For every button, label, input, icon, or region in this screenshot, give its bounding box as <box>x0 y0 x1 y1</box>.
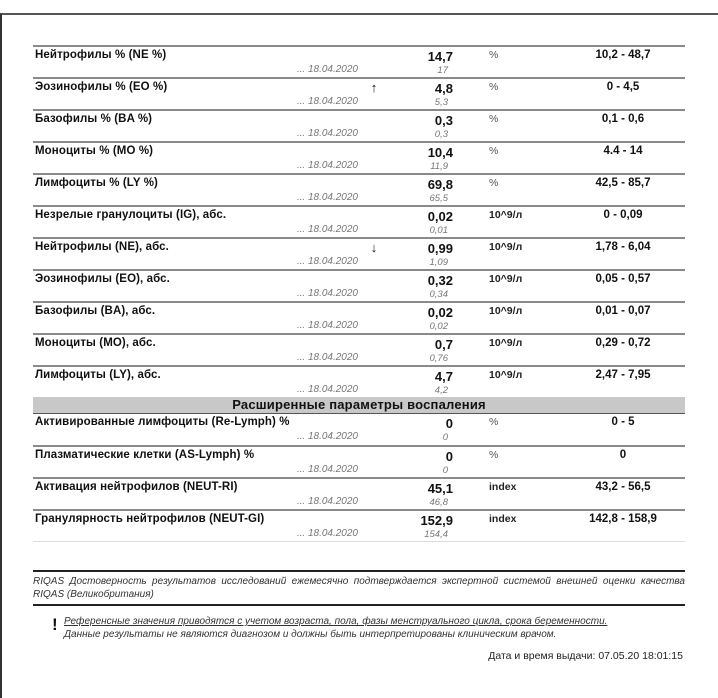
previous-value: 0,01 <box>429 225 448 236</box>
result-value: 0 <box>445 449 453 464</box>
result-value: 0,02 <box>427 305 453 320</box>
test-name: Активация нейтрофилов (NEUT-RI) <box>35 481 238 493</box>
test-name: Плазматические клетки (AS-Lymph) % <box>35 449 255 461</box>
previous-date: ... 18.04.2020 <box>296 96 358 107</box>
test-name: Гранулярность нейтрофилов (NEUT-GI) <box>35 513 265 525</box>
test-name: Моноциты % (MO %) <box>35 145 154 157</box>
table-end-line <box>33 541 685 542</box>
footer-separator-top <box>33 570 685 572</box>
test-name: Лимфоциты % (LY %) <box>35 177 158 189</box>
result-value: 10,4 <box>427 145 453 160</box>
reference-range: 0 - 5 <box>611 416 635 428</box>
test-name: Базофилы % (BA %) <box>35 113 153 125</box>
reference-range: 2,47 - 7,95 <box>595 369 651 381</box>
previous-value: 11,9 <box>430 161 448 172</box>
reference-range: 0,05 - 0,57 <box>595 273 651 285</box>
footer-separator-bottom <box>33 604 685 606</box>
table-row <box>33 205 685 237</box>
previous-value: 0,3 <box>434 129 448 140</box>
unit: 10^9/л <box>489 337 523 349</box>
unit: % <box>489 49 499 61</box>
result-value: 0 <box>445 416 453 431</box>
previous-date: ... 18.04.2020 <box>296 288 358 299</box>
table-row <box>33 269 685 301</box>
previous-date: ... 18.04.2020 <box>296 320 358 331</box>
table-row <box>33 77 685 109</box>
test-name: Активированные лимфоциты (Re-Lymph) % <box>35 416 290 428</box>
table-row <box>33 109 685 141</box>
exclamation-icon: ! <box>52 615 58 634</box>
table-row <box>33 173 685 205</box>
previous-date: ... 18.04.2020 <box>296 160 358 171</box>
unit: % <box>489 177 499 189</box>
previous-value: 0,34 <box>429 289 448 300</box>
reference-range: 0,01 - 0,07 <box>595 305 651 317</box>
unit: 10^9/л <box>489 209 523 221</box>
unit: % <box>489 145 499 157</box>
reference-range: 42,5 - 85,7 <box>595 177 651 189</box>
reference-range: 43,2 - 56,5 <box>595 481 651 493</box>
result-value: 14,7 <box>427 49 453 64</box>
previous-value: 1,09 <box>429 257 448 268</box>
test-name: Моноциты (MO), абс. <box>35 337 156 349</box>
result-value: 0,02 <box>427 209 453 224</box>
notice <box>52 615 607 641</box>
reference-range: 0,1 - 0,6 <box>601 113 645 125</box>
reference-range: 10,2 - 48,7 <box>595 49 651 61</box>
test-name: Эозинофилы (EO), абс. <box>35 273 170 285</box>
table-row <box>33 365 685 397</box>
test-name: Эозинофилы % (EO %) <box>35 81 168 93</box>
reference-range: 0 - 0,09 <box>603 209 643 221</box>
previous-value: 46,8 <box>429 497 448 508</box>
unit: 10^9/л <box>489 273 523 285</box>
previous-date: ... 18.04.2020 <box>296 384 358 395</box>
result-value: 152,9 <box>420 513 453 528</box>
test-name: Нейтрофилы % (NE %) <box>35 49 167 61</box>
table-row <box>33 477 685 509</box>
previous-date: ... 18.04.2020 <box>296 128 358 139</box>
previous-date: ... 18.04.2020 <box>296 431 358 442</box>
test-name: Лимфоциты (LY), абс. <box>35 369 161 381</box>
previous-value: 0 <box>442 432 448 443</box>
result-value: 0,32 <box>427 273 453 288</box>
result-value: 0,99 <box>427 241 453 256</box>
result-value: 69,8 <box>427 177 453 192</box>
unit: 10^9/л <box>489 241 523 253</box>
result-value: 4,8 <box>434 81 453 96</box>
reference-range: 142,8 - 158,9 <box>589 513 657 525</box>
previous-value: 0,02 <box>429 321 448 332</box>
test-name: Нейтрофилы (NE), абс. <box>35 241 169 253</box>
result-value: 45,1 <box>427 481 453 496</box>
test-name: Базофилы (BA), абс. <box>35 305 156 317</box>
riqas-note: RIQAS Достоверность результатов исследований ежемесячно подтверждается экспертной системой внешней оценки качества RIQAS (Великобритания) <box>33 576 685 600</box>
table-row <box>33 237 685 269</box>
arrow-down-icon: ↓ <box>370 240 378 255</box>
unit: 10^9/л <box>489 305 523 317</box>
previous-value: 17 <box>437 65 448 76</box>
previous-date: ... 18.04.2020 <box>296 256 358 267</box>
unit: % <box>489 416 499 428</box>
issue-datetime: Дата и время выдачи: 07.05.20 18:01:15 <box>488 650 683 662</box>
previous-value: 5,3 <box>434 97 448 108</box>
previous-value: 0 <box>442 465 448 476</box>
table-row <box>33 413 685 445</box>
test-name: Незрелые гранулоциты (IG), абс. <box>35 209 227 221</box>
previous-value: 154,4 <box>424 529 448 540</box>
table-row <box>33 333 685 365</box>
results-rows <box>33 45 685 397</box>
table-row <box>33 445 685 477</box>
previous-date: ... 18.04.2020 <box>296 464 358 475</box>
results-table <box>33 45 685 542</box>
previous-value: 4,2 <box>434 385 448 396</box>
result-value: 0,3 <box>434 113 453 128</box>
previous-date: ... 18.04.2020 <box>296 224 358 235</box>
previous-date: ... 18.04.2020 <box>296 352 358 363</box>
previous-date: ... 18.04.2020 <box>296 496 358 507</box>
reference-range: 0 <box>619 449 627 461</box>
previous-date: ... 18.04.2020 <box>296 192 358 203</box>
inflammation-rows <box>33 413 685 541</box>
result-value: 0,7 <box>434 337 453 352</box>
reference-range: 1,78 - 6,04 <box>595 241 651 253</box>
unit: % <box>489 449 499 461</box>
previous-value: 0,76 <box>429 353 448 364</box>
notice-reference-values: Референсные значения приводятся с учетом возраста, пола, фазы менструального цикла, срока беременности. <box>64 616 608 627</box>
result-value: 4,7 <box>434 369 453 384</box>
unit: index <box>489 513 517 525</box>
reference-range: 0 - 4,5 <box>606 81 640 93</box>
arrow-up-icon: ↑ <box>370 80 378 95</box>
previous-value: 65,5 <box>429 193 448 204</box>
unit: % <box>489 81 499 93</box>
previous-date: ... 18.04.2020 <box>296 528 358 539</box>
reference-range: 4.4 - 14 <box>603 145 643 157</box>
table-row <box>33 45 685 77</box>
notice-disclaimer: Данные результаты не являются диагнозом и должны быть интерпретированы клиническим врачом. <box>64 629 557 640</box>
section-header: Расширенные параметры воспаления <box>33 397 685 413</box>
table-row <box>33 141 685 173</box>
unit: % <box>489 113 499 125</box>
table-row <box>33 509 685 541</box>
previous-date: ... 18.04.2020 <box>296 64 358 75</box>
unit: 10^9/л <box>489 369 523 381</box>
reference-range: 0,29 - 0,72 <box>595 337 651 349</box>
table-row <box>33 301 685 333</box>
unit: index <box>489 481 517 493</box>
